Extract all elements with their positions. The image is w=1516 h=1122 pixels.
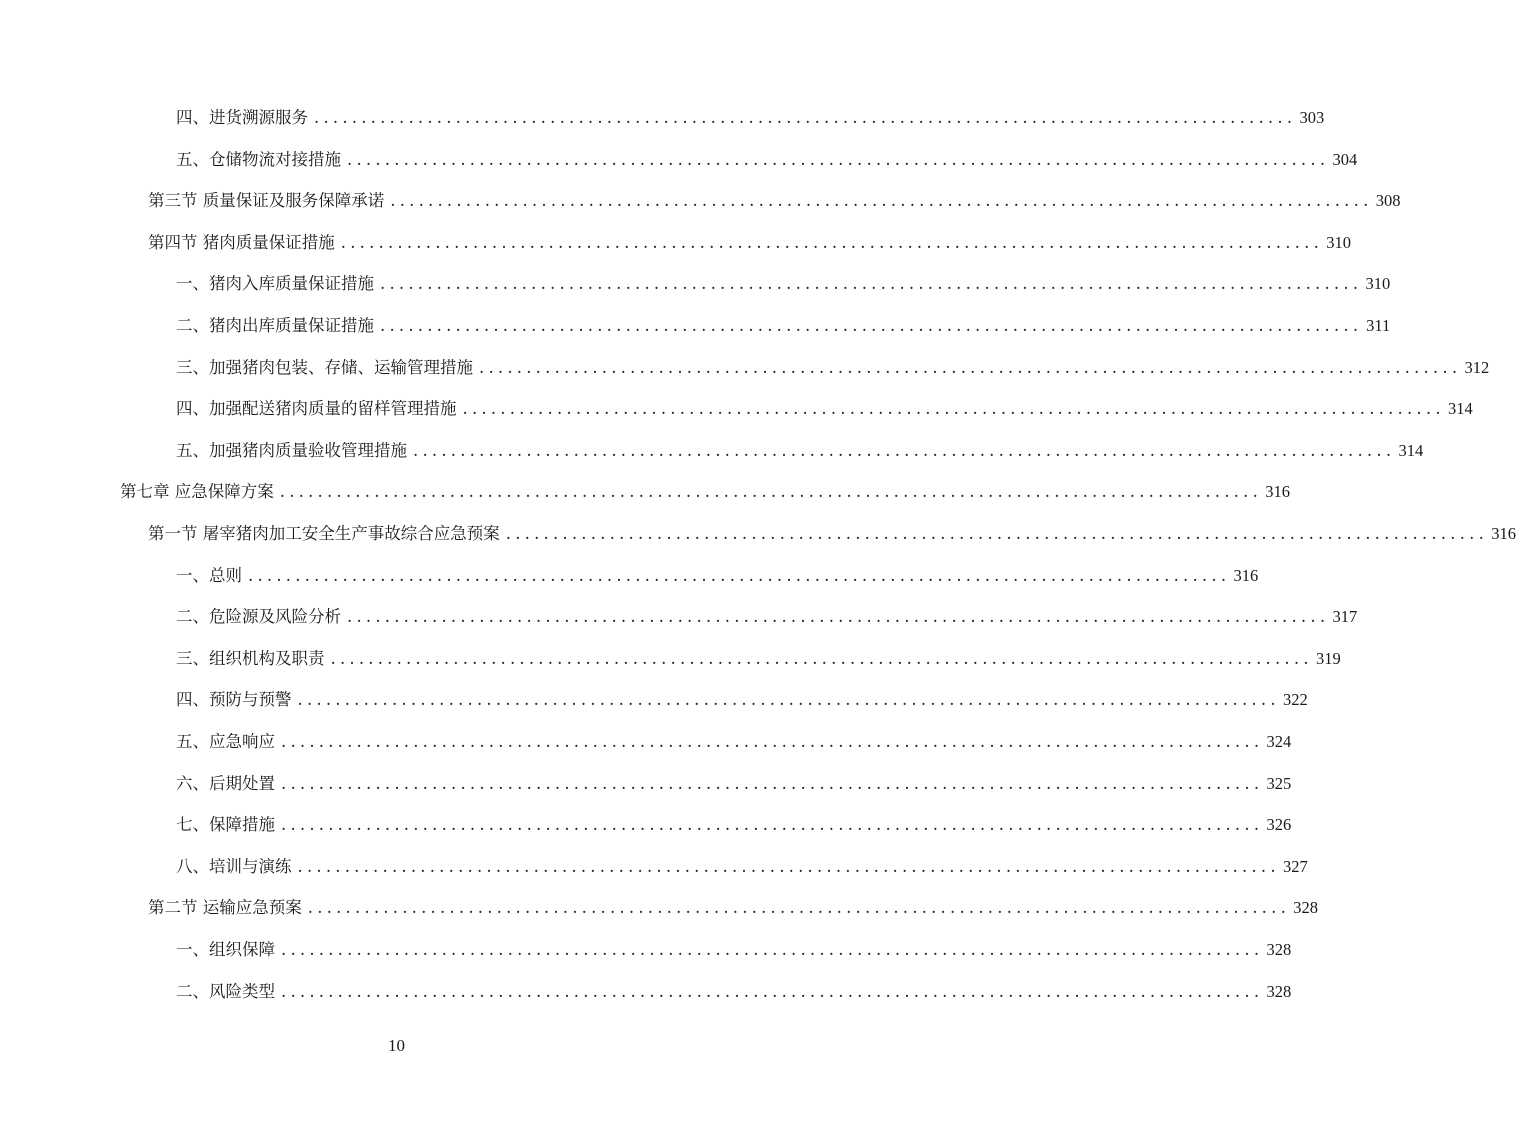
toc-entry[interactable] [148,887,1319,928]
toc-entry-page: 312 [1464,357,1490,377]
toc-dot-leader: ........................................................................................................ [347,149,1330,169]
toc-entry-title: 第七章 应急保障方案 [120,482,274,502]
toc-entry-title: 八、培训与演练 [176,856,292,876]
toc-entry[interactable] [148,180,1401,221]
toc-entry[interactable] [176,929,1292,970]
toc-dot-leader: ........................................................................................................ [479,357,1462,377]
toc-dot-leader: ........................................................................................................ [279,482,1263,502]
toc-entry-page: 325 [1266,773,1292,793]
toc-entry-title: 四、进货溯源服务 [176,108,308,127]
toc-entry[interactable] [176,804,1292,845]
toc-dot-leader: ........................................................................................................ [248,565,1231,585]
toc-entry-page: 304 [1332,149,1358,169]
toc-entry-page: 328 [1293,898,1319,918]
toc-entry-title: 一、总则 [176,565,242,585]
toc-entry[interactable] [176,305,1391,346]
toc-entry-page: 303 [1299,108,1325,127]
toc-dot-leader: ........................................................................................................ [390,191,1373,211]
toc-entry-title: 第二节 运输应急预案 [148,898,302,918]
toc-entry-page: 310 [1326,232,1352,252]
toc-dot-leader: ........................................................................................................ [281,981,1264,1001]
toc-dot-leader: ........................................................................................................ [462,399,1445,419]
toc-dot-leader: ........................................................................................................ [307,898,1291,918]
toc-dot-leader: ........................................................................................................ [413,440,1396,460]
toc-dot-leader: ........................................................................................................ [297,856,1280,876]
toc-entry-title: 二、猪肉出库质量保证措施 [176,316,374,335]
toc-entry-title: 第四节 猪肉质量保证措施 [148,232,335,252]
toc-entry[interactable] [148,222,1352,263]
toc-dot-leader: ........................................................................................................ [314,108,1297,127]
toc-entry-page: 328 [1266,940,1292,959]
toc-entry[interactable] [176,97,1325,138]
toc-entry-title: 五、应急响应 [176,732,275,751]
toc-entry-title: 一、猪肉入库质量保证措施 [176,274,374,294]
toc-entry[interactable] [176,763,1292,804]
toc-entry-page: 328 [1266,981,1292,1001]
toc-entry[interactable] [176,721,1292,762]
toc-entry-page: 324 [1266,732,1292,751]
toc-dot-leader: ........................................................................................................ [281,815,1264,835]
toc-entry-page: 319 [1316,648,1341,668]
page-number: 10 [388,1036,405,1055]
toc-entry-title: 七、保障措施 [176,815,275,835]
toc-entry-title: 三、组织机构及职责 [176,648,325,668]
toc-entry[interactable] [176,263,1391,304]
toc-dot-leader: ........................................................................................................ [297,690,1280,710]
toc-entry-title: 三、加强猪肉包装、存储、运输管理措施 [176,357,473,377]
toc-entry[interactable] [176,347,1490,388]
toc-entry-title: 第三节 质量保证及服务保障承诺 [148,191,385,211]
toc-entry-page: 314 [1398,440,1424,460]
toc-entry-title: 六、后期处置 [176,773,275,793]
toc-entry-page: 316 [1233,565,1259,585]
toc-entry[interactable] [176,555,1259,596]
toc-entry-title: 四、预防与预警 [176,690,292,710]
toc-entry-page: 316 [1491,524,1516,543]
toc-entry-title: 二、风险类型 [176,981,275,1001]
toc-dot-leader: ........................................................................................................ [281,773,1264,793]
toc-entry-title: 第一节 屠宰猪肉加工安全生产事故综合应急预案 [148,524,500,543]
toc-entry[interactable] [176,846,1308,887]
toc-dot-leader: ........................................................................................................ [380,316,1363,335]
toc-entry-title: 五、仓储物流对接措施 [176,149,341,169]
toc-entry-page: 311 [1366,316,1391,335]
toc-entry-title: 五、加强猪肉质量验收管理措施 [176,440,407,460]
toc-entry-page: 322 [1283,690,1308,710]
toc-entry-title: 二、危险源及风险分析 [176,607,341,627]
toc-entry[interactable] [176,430,1424,471]
toc-entry[interactable] [176,638,1341,679]
toc-entry[interactable] [176,388,1473,429]
toc-entry[interactable] [120,471,1291,512]
toc-dot-leader: ........................................................................................................ [505,524,1489,543]
toc-entry-page: 326 [1266,815,1292,835]
toc-entry-title: 一、组织保障 [176,940,275,959]
toc-dot-leader: ........................................................................................................ [281,940,1264,959]
toc-entry-title: 四、加强配送猪肉质量的留样管理措施 [176,399,457,419]
toc-dot-leader: ........................................................................................................ [330,648,1313,668]
toc-entry-page: 316 [1265,482,1291,502]
toc-entry-page: 308 [1375,191,1401,211]
toc-entry[interactable] [176,596,1358,637]
toc-entry-page: 317 [1332,607,1358,627]
toc-entry[interactable] [176,679,1308,720]
toc-entry[interactable] [176,139,1358,180]
toc-dot-leader: ........................................................................................................ [340,232,1324,252]
toc-entry-page: 314 [1448,399,1473,419]
toc-entry-page: 310 [1365,274,1391,294]
toc-entry-page: 327 [1283,856,1308,876]
toc-dot-leader: ........................................................................................................ [347,607,1330,627]
toc-dot-leader: ........................................................................................................ [281,732,1264,751]
toc-entry[interactable] [176,971,1292,1012]
toc-dot-leader: ........................................................................................................ [380,274,1363,294]
toc-entry[interactable] [148,513,1516,554]
